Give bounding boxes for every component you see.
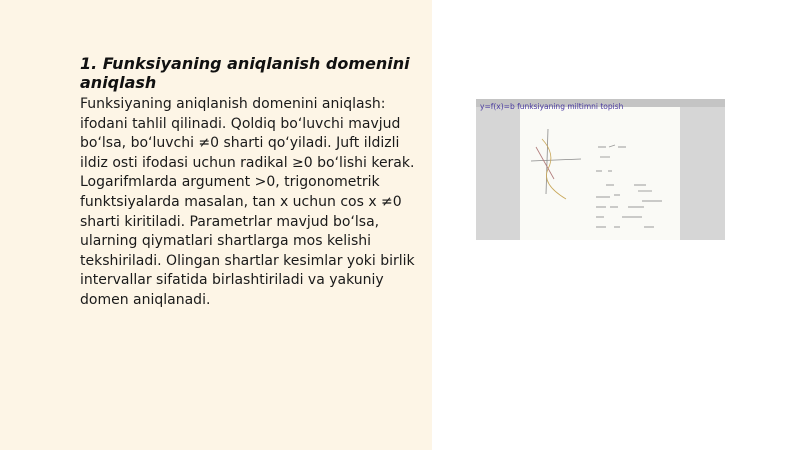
handwritten-sketch (476, 99, 725, 240)
photo-caption: y=f(x)=b funksiyaning miltimni topish (480, 102, 624, 111)
slide-heading: 1. Funksiyaning aniqlanish domenini aniqlash (80, 54, 410, 92)
whiteboard-photo (476, 99, 725, 240)
slide-body-text: Funksiyaning aniqlanish domenini aniqlash: ifodani tahlil qilinadi. Qoldiq bo‘luvchi mavjud bo‘lsa, bo‘luvchi ≠0 sharti qo‘yiladi. Juft ildizli ildiz osti ifodasi uchun radikal ≥0 bo‘lishi kerak. Logarifmlarda argument >0, trigonometrik funktsiyalarda masalan, tan x uchun cos x ≠0 sharti kiritiladi. Parametrlar mavjud bo‘lsa, ularning qiymatlari shartlarga mos kelishi tekshiriladi. Olingan shartlar kesimlar yoki birlik intervallar sifatida birlashtiriladi va yakuniy domen aniqlanadi. (80, 96, 415, 308)
